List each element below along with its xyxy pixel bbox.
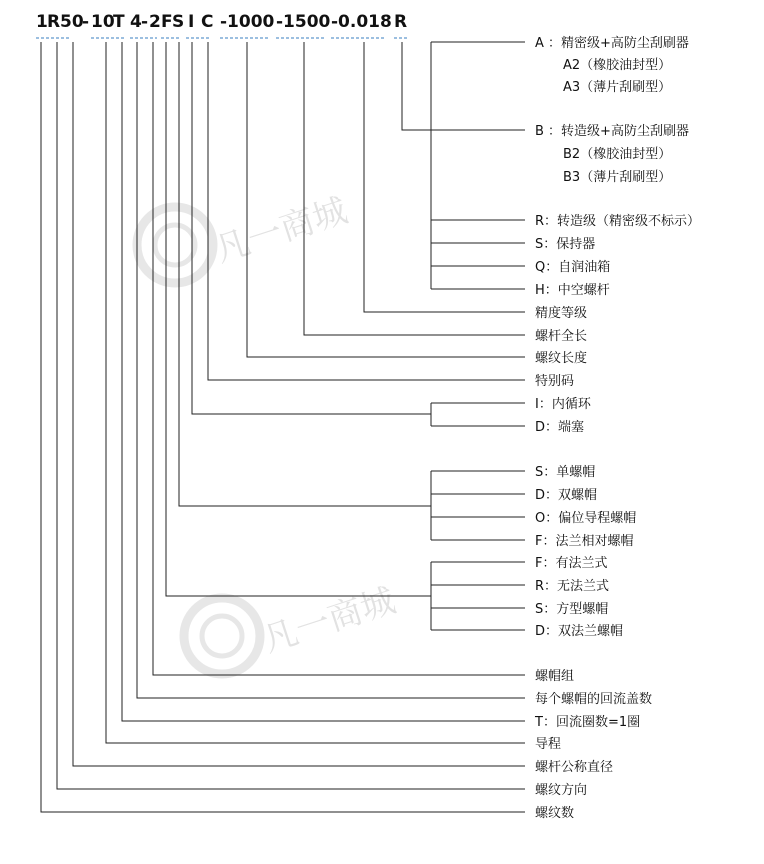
code-seg-12: C [201,12,214,32]
code-seg-9: F [161,12,173,32]
label-thread-length: 螺纹长度 [535,351,588,366]
code-seg-10: S [172,12,185,32]
label-f-relative: F：法兰相对螺帽 [535,534,634,549]
label-precision: 精度等级 [535,306,588,321]
label-b3: B3（薄片刮刷型） [563,170,672,185]
label-thread-direction: 螺纹方向 [535,783,588,798]
label-lead: 导程 [535,737,562,752]
label-d-endcap: D：端塞 [535,420,585,435]
label-o-offset: O：偏位导程螺帽 [535,511,637,526]
label-nominal-diameter: 螺杆公称直径 [535,760,614,775]
label-b2: B2（橡胶油封型） [563,147,672,162]
label-s-holder: S：保持器 [535,237,596,252]
code-seg-4: 10 [91,12,115,32]
code-seg-5: T [113,12,125,32]
label-r-noflange: R：无法兰式 [535,579,610,594]
label-r-grade: R：转造级（精密级不标示） [535,214,701,229]
label-special-code: 特别码 [535,374,575,389]
label-i-internal: I：内循环 [535,397,591,412]
label-b: B ：转造级+高防尘刮刷器 [535,124,689,139]
label-return-caps: 每个螺帽的回流盖数 [535,692,653,707]
label-a3: A3（薄片刮刷型） [563,80,672,95]
label-total-length: 螺杆全长 [535,329,588,344]
code-seg-8: 2 [149,12,161,32]
code-seg-13: -1000 [220,12,275,32]
label-a: A ：精密级+高防尘刮刷器 [535,36,689,51]
svg-text:凡一商城: 凡一商城 [258,580,401,661]
code-seg-14: -1500 [276,12,331,32]
code-seg-0: 1 [36,12,48,32]
label-s-single: S：单螺帽 [535,465,596,480]
svg-text:凡一商城: 凡一商城 [210,190,353,271]
label-thread-count: 螺纹数 [535,806,575,821]
code-seg-7: - [141,12,149,32]
label-d-doubleflange: D：双法兰螺帽 [535,624,624,639]
part-code [36,12,407,32]
connector-lines [41,42,525,812]
label-h-hollow: H：中空螺杆 [535,283,610,298]
code-seg-1: R [47,12,61,32]
label-q-oil: Q：自润油箱 [535,260,611,275]
label-a2: A2（橡胶油封型） [563,58,672,73]
label-d-double: D：双螺帽 [535,488,598,503]
code-seg-6: 4 [130,12,142,32]
code-seg-15: -0.018 [331,12,392,32]
code-seg-2: 50 [60,12,84,32]
label-f-flange: F：有法兰式 [535,556,608,571]
watermark-top [137,190,352,283]
label-s-square: S：方型螺帽 [535,602,609,617]
code-seg-3: - [82,12,90,32]
labels [534,35,700,821]
label-t-turns: T：回流圈数=1圈 [535,715,641,730]
label-nut-group: 螺帽组 [535,669,575,684]
watermark-bottom [184,580,400,674]
code-seg-11: I [188,12,195,32]
code-seg-16: R [394,12,408,32]
